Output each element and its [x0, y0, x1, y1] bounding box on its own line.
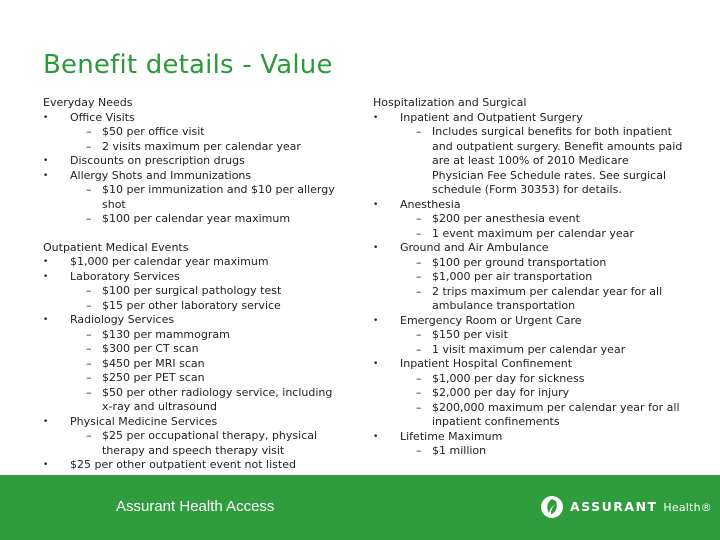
section-heading: Outpatient Medical Events: [43, 240, 189, 254]
page-title: Benefit details - Value: [43, 50, 333, 80]
benefit-list: [43, 255, 343, 473]
footer-text: Assurant Health Access: [116, 498, 275, 515]
logo-wordmark: [570, 499, 712, 514]
benefit-list: [43, 111, 343, 227]
benefit-detail: – $300 per CT scan: [43, 342, 343, 357]
footer-bar: [0, 475, 720, 540]
benefit-detail: – $15 per other laboratory service: [43, 299, 343, 314]
benefit-detail: – Includes surgical benefits for both inpatient and outpatient surgery. Benefit amounts paid are at least 100% of 2010 Medicare Physician Fee Schedule rates. See surgical schedule (Form 30353) for details.: [373, 125, 683, 198]
benefit-detail: – $130 per mammogram: [43, 328, 343, 343]
benefit-item: • Ground and Air Ambulance: [373, 241, 683, 256]
benefit-item: • $25 per other outpatient event not listed: [43, 458, 343, 473]
benefit-detail: – $100 per ground transportation: [373, 256, 683, 271]
benefit-detail: – $100 per calendar year maximum: [43, 212, 343, 227]
assurant-leaf-icon: [540, 495, 564, 519]
benefit-detail: – $250 per PET scan: [43, 371, 343, 386]
section-heading: Everyday Needs: [43, 96, 133, 109]
benefit-detail: – 2 visits maximum per calendar year: [43, 140, 343, 155]
benefit-item: • Lifetime Maximum: [373, 430, 683, 445]
section-heading: Hospitalization and Surgical: [373, 96, 527, 109]
left-column: [43, 96, 343, 487]
benefit-detail: – $1,000 per air transportation: [373, 270, 683, 285]
logo-name: ASSURANT: [570, 499, 658, 514]
benefit-item: • Office Visits: [43, 111, 343, 126]
benefit-item: • Physical Medicine Services: [43, 415, 343, 430]
benefit-detail: – 1 visit maximum per calendar year: [373, 343, 683, 358]
benefit-item: • $1,000 per calendar year maximum: [43, 255, 343, 270]
benefit-item: • Inpatient Hospital Confinement: [373, 357, 683, 372]
benefit-section: [373, 96, 683, 459]
benefit-item: • Allergy Shots and Immunizations: [43, 169, 343, 184]
benefit-item: • Radiology Services: [43, 313, 343, 328]
benefit-detail: – $1 million: [373, 444, 683, 459]
benefit-detail: – $200 per anesthesia event: [373, 212, 683, 227]
benefit-item: • Laboratory Services: [43, 270, 343, 285]
benefit-detail: – $50 per office visit: [43, 125, 343, 140]
benefit-section: [43, 96, 343, 227]
assurant-logo: [530, 495, 720, 525]
right-column: [373, 96, 683, 473]
benefit-item: • Anesthesia: [373, 198, 683, 213]
benefit-list: [373, 111, 683, 459]
benefit-detail: – $2,000 per day for injury: [373, 386, 683, 401]
benefit-detail: – $25 per occupational therapy, physical therapy and speech therapy visit: [43, 429, 343, 458]
benefit-detail: – 1 event maximum per calendar year: [373, 227, 683, 242]
benefit-detail: – $10 per immunization and $10 per allergy shot: [43, 183, 343, 212]
benefit-item: • Inpatient and Outpatient Surgery: [373, 111, 683, 126]
benefit-detail: – $50 per other radiology service, including x-ray and ultrasound: [43, 386, 343, 415]
benefit-section: [43, 241, 343, 473]
benefit-detail: – $150 per visit: [373, 328, 683, 343]
benefit-item: • Discounts on prescription drugs: [43, 154, 343, 169]
benefit-detail: – $100 per surgical pathology test: [43, 284, 343, 299]
benefit-detail: – 2 trips maximum per calendar year for all ambulance transportation: [373, 285, 683, 314]
benefit-item: • Emergency Room or Urgent Care: [373, 314, 683, 329]
benefit-detail: – $200,000 maximum per calendar year for all inpatient confinements: [373, 401, 683, 430]
benefit-detail: – $1,000 per day for sickness: [373, 372, 683, 387]
logo-suffix: Health®: [663, 501, 712, 514]
benefit-detail: – $450 per MRI scan: [43, 357, 343, 372]
